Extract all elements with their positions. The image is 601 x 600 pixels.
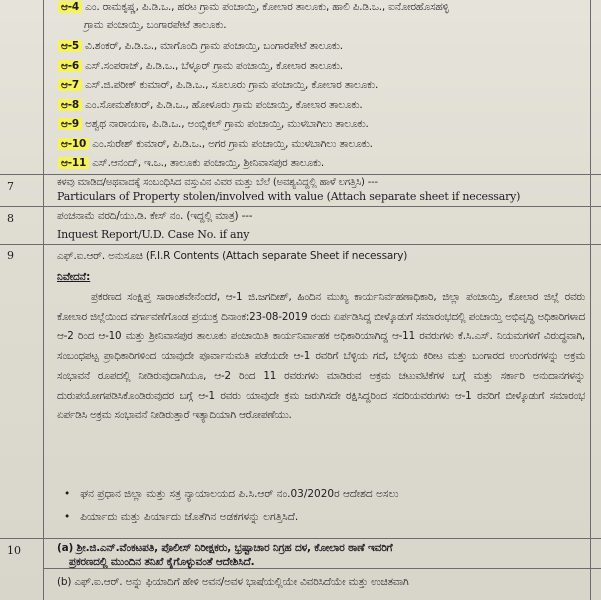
attachment-bullet: • ಪಿರ್ಯಾದು ಮತ್ತು ಪಿರ್ಯಾದು ಜೊತೆಗಿನ ಅಡಕಗಳನ್ನು ಲಗತ್ತಿಸಿದೆ. xyxy=(64,511,298,524)
attachment-bullet: • ಘನ ಪ್ರಧಾನ ಜಿಲ್ಲಾ ಮತ್ತು ಸತ್ರ ನ್ಯಾಯಾಲಯದ ಪಿ.ಸಿ.ಆರ್ ನಂ.03/2020ರ ಆದೇಶದ ಅಸಲು xyxy=(64,488,399,501)
column-divider xyxy=(43,0,44,600)
inquest-label-kannada: ಪಂಚನಾಮೆ ವರದಿ/ಯು.ಡಿ. ಕೇಸ್ ನಂ. (ಇದ್ದಲ್ಲಿ ಮಾತ್ರ) --- xyxy=(57,210,253,222)
row-divider xyxy=(0,206,601,207)
property-label-kannada: ಕಳವು ಮಾಡಿದ/ಅಥವಾದಕ್ಕೆ ಸಂಬಂಧಿಸಿದ ವಸ್ತುವಿನ ವಿವರ ಮತ್ತು ಬೆಲೆ (ಅವಶ್ಯವಿದ್ದಲ್ಲಿ ಹಾಳೆ ಲಗತ್ತಿಸಿ) --- xyxy=(57,177,378,188)
fir-paragraph: ಪ್ರಕರಣದ ಸಂಕ್ಷಿಪ್ತ ಸಾರಾಂಶವೇನೆಂದರೆ, ಆ-1 ಜಿ.ಜಗದೀಶ್, ಹಿಂದಿನ ಮುಖ್ಯ ಕಾರ್ಯನಿರ್ವಹಣಾಧಿಕಾರಿ, ಜಿಲ್ಲಾ ಪಂಚಾಯ್ತಿ, ಕೋಲಾರ ಜಿಲ್ಲೆ ರವರು ಕೋಲಾರ ಜಿಲ್ಲೆಯಿಂದ ವರ್ಗಾವಣೆಗೊಂಡ ಪ್ರಯುಕ್ತ ದಿನಾಂಕ:23-08-2019 ರಂದು ಏರ್ಪಡಿಸಿದ್ದ ಬೀಳ್ಕೊಡುಗೆ ಸಮಾರಂಭದಲ್ಲಿ ಪಂಚಾಯ್ತಿ ಅಭಿವೃದ್ಧಿ ಅಧಿಕಾರಿಗಳಾದ ಆ-2 ರಿಂದ ಆ-10 ಮತ್ತು ಶ್ರೀನಿವಾಸಪುರ ತಾಲೂಕು ಪಂಚಾಯಿತಿ ಕಾರ್ಯನಿರ್ವಾಹಕ ಅಧಿಕಾರಿಯಾಗಿದ್ದ ಆ-11 ರವರುಗಳು ಕೆ.ಸಿ.ಎಸ್. ನಿಯಮಗಳಿಗೆ ವಿರುದ್ಧವಾಗಿ, ಸಂಬಂಧಪಟ್ಟ ಪ್ರಾಧಿಕಾರಿಗಳಿಂದ ಯಾವುದೇ ಪೂರ್ವಾನುಮತಿ ಪಡೆಯದೇ ಆ-1 ರವರಿಗೆ ಬೆಳ್ಳಿಯ ಗದೆ, ಬೆಳ್ಳಿಯ ಕಿರೀಟ ಮತ್ತು ಬಂಗಾರದ ಉಂಗುರಗಳನ್ನು ಅಕ್ರಮ ಸಂಭಾವನೆ ರೂಪದಲ್ಲಿ ನೀಡಿರುವುದಾಗಿಯೂ, ಆ-2 ರಿಂದ 11 ರವರುಗಳು ಮಾಡಿರುವ ಅಕ್ರಮ ಚಟುವಟಿಕೆಗಳ ಬಗ್ಗೆ ಮತ್ತು ಸರ್ಕಾರಿ ಅನುದಾನಗಳನ್ನು ದುರುಪಯೋಗಪಡಿಸಿಕೊಂಡಿರುವುದರ ಬಗ್ಗೆ ಆ-1 ರವರು ಯಾವುದೇ ಕ್ರಮ ಜರುಗಿಸದೇ ರಕ್ಷಿಸಿದ್ದರಿಂದ ಸದರಿಯವರುಗಳು ಆ-1 ರವರಿಗೆ ಬೀಳ್ಕೊಡುಗೆ ಸಮಾರಂಭ ಏರ್ಪಡಿಸಿ ಅಕ್ರಮ ಸಂಭಾವನೆ ನೀಡಿರುತ್ತಾರೆ ಇತ್ಯಾದಿಯಾಗಿ ಆರೋಪಣೆಯು. xyxy=(57,291,585,422)
accused-entry: ಆ-10 ಎಂ.ಸುರೇಶ್ ಕುಮಾರ್, ಪಿ.ಡಿ.ಒ., ಅಗರ ಗ್ರಾಮ ಪಂಚಾಯ್ತಿ, ಮುಳಬಾಗಿಲು ತಾಲೂಕು. xyxy=(58,138,373,151)
right-border xyxy=(590,0,591,600)
accused-entry-continuation: ಗ್ರಾಮ ಪಂಚಾಯ್ತಿ, ಬಂಗಾರಪೇಟೆ ತಾಲೂಕು. xyxy=(84,19,227,31)
accused-entry: ಆ-7 ಎಸ್.ಜಿ.ಪರೀಕ್ ಕುಮಾರ್, ಪಿ.ಡಿ.ಒ., ಸೂಲೂರು ಗ್ರಾಮ ಪಂಚಾಯ್ತಿ, ಕೋಲಾರ ತಾಲೂಕು. xyxy=(58,79,378,92)
row-number: 9 xyxy=(7,249,14,262)
row-divider xyxy=(0,244,601,245)
accused-entry: ಆ-9 ಅಶ್ವಥ ನಾರಾಯಣ, ಪಿ.ಡಿ.ಒ., ಅಂಬ್ಲಿಕಲ್ ಗ್ರಾಮ ಪಂಚಾಯ್ತಿ, ಮುಳಬಾಗಿಲು ತಾಲೂಕು. xyxy=(58,118,369,131)
accused-entry: ಆ-4 ಎಂ. ರಾಮಕೃಷ್ಣ, ಪಿ.ಡಿ.ಒ., ಹರಟ ಗ್ರಾಮ ಪಂಚಾಯ್ತಿ, ಕೋಲಾರ ತಾಲೂಕು, ಹಾಲಿ ಪಿ.ಡಿ.ಒ., ಐನೋರಹೊಸಹಳ್ಳಿ xyxy=(58,1,449,14)
order-a-line1: (a) ಶ್ರೀ.ಜಿ.ಎನ್.ವೆಂಕಟಪತಿ, ಪೊಲೀಸ್ ನಿರೀಕ್ಷಕರು, ಭ್ರಷ್ಟಾಚಾರ ನಿಗ್ರಹ ದಳ, ಕೋಲಾರ ಠಾಣೆ ಇವರಿಗೆ xyxy=(57,542,393,554)
accused-entry: ಆ-5 ವಿ.ಶಂಕರ್, ಪಿ.ಡಿ.ಒ., ಮಾಗೊಂದಿ ಗ್ರಾಮ ಪಂಚಾಯ್ತಿ, ಬಂಗಾರಪೇಟೆ ತಾಲೂಕು. xyxy=(58,40,343,53)
order-a-line2: ಪ್ರಕರಣದಲ್ಲಿ ಮುಂದಿನ ತನಿಖೆ ಕೈಗೊಳ್ಳುವಂತೆ ಆದೇಶಿಸಿದೆ. xyxy=(69,556,255,568)
nivedane-label: ನಿವೇದನೆ: xyxy=(57,271,91,283)
row-number: 10 xyxy=(7,544,21,557)
row-divider xyxy=(0,538,601,539)
fir-contents-heading: ಎಫ್.ಐ.ಆರ್. ಅನುಸೂಚಿ (F.I.R Contents (Attach separate Sheet if necessary) xyxy=(57,250,408,262)
row-number: 7 xyxy=(7,180,14,193)
accused-entry: ಆ-6 ಎಸ್.ಸಂಪರಾಜ್, ಪಿ.ಡಿ.ಒ., ಬೆಳ್ಳೂರ್ ಗ್ರಾಮ ಪಂಚಾಯ್ತಿ, ಕೋಲಾರ ತಾಲೂಕು. xyxy=(58,60,343,73)
accused-entry: ಆ-11 ಎಸ್.ಆನಂದ್, ಇ.ಒ., ತಾಲೂಕು ಪಂಚಾಯ್ತಿ, ಶ್ರೀನಿವಾಸಪುರ ತಾಲೂಕು. xyxy=(58,157,324,170)
inquest-label-english: Inquest Report/U.D. Case No. if any xyxy=(57,228,250,241)
accused-entry: ಆ-8 ಎಂ.ಸೋಮಶೇಖರ್, ಪಿ.ಡಿ.ಒ., ಹೋಳೂರು ಗ್ರಾಮ ಪಂಚಾಯ್ತಿ, ಕೋಲಾರ ತಾಲೂಕು. xyxy=(58,99,363,112)
order-b-line: (b) ಎಫ್.ಐ.ಆರ್. ಅನ್ನು ಫಿಯಾದಿಗೆ ಹೇಳಿ ಅವನ/ಅವಳ ಭಾಷೆಯಲ್ಲಿಯೇ ವಿವರಿಸಿದೆಯೇ ಮತ್ತು ಉಚಿತವಾಗಿ xyxy=(57,576,409,588)
row-divider xyxy=(0,174,601,175)
row-number: 8 xyxy=(7,212,14,225)
property-label-english: Particulars of Property stolen/involved with value (Attach separate sheet if necessary) xyxy=(57,190,521,203)
